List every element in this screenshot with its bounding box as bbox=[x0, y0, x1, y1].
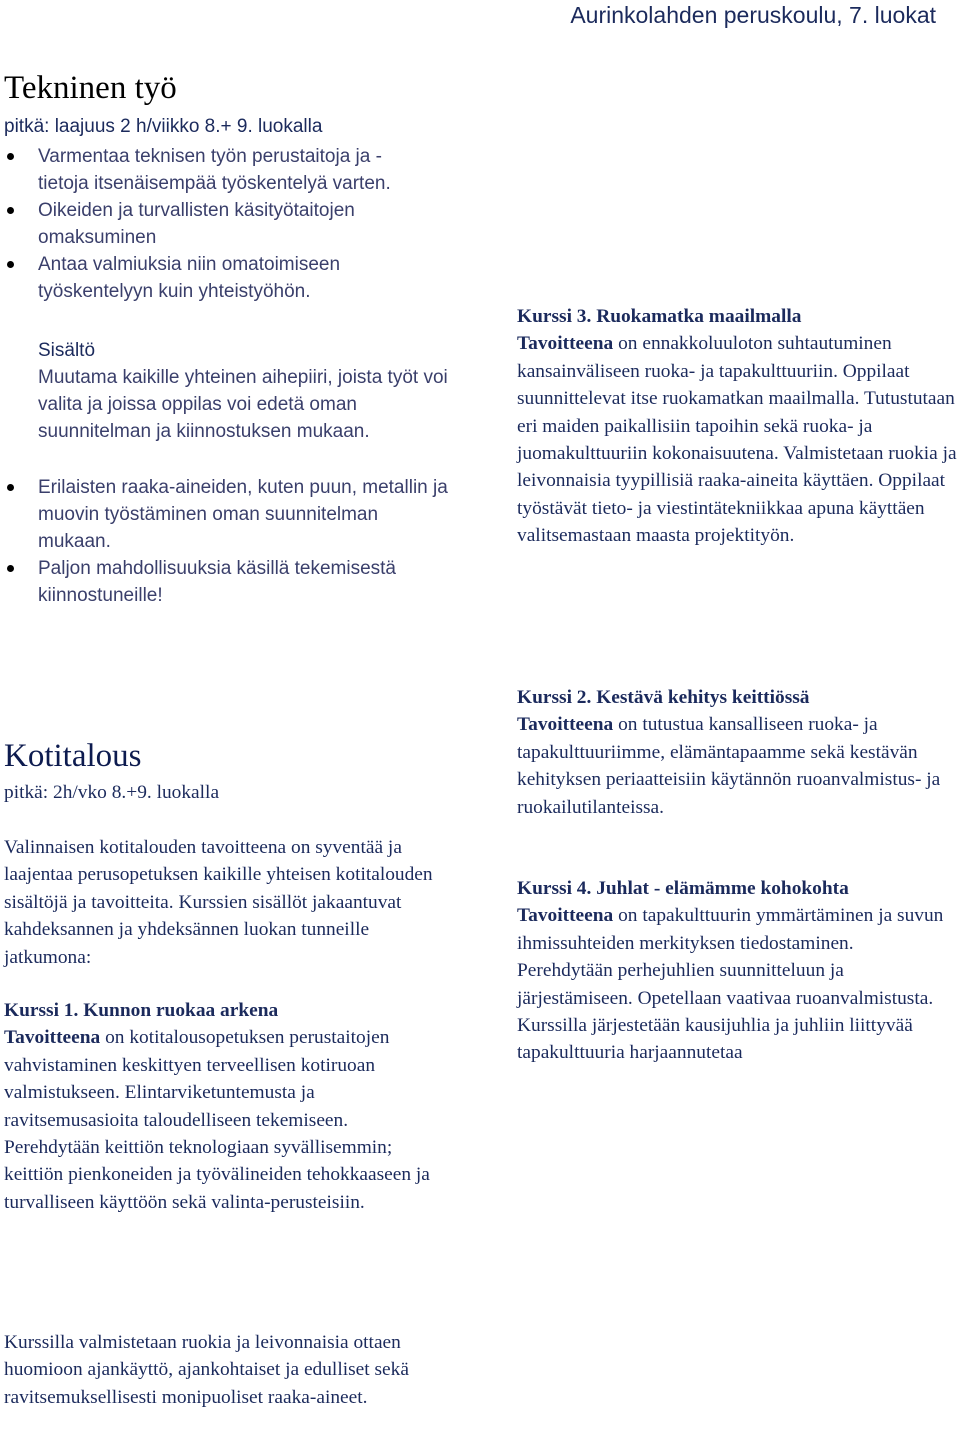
list-item: Antaa valmiuksia niin omatoimiseen työskentelyyn kuin yhteistyöhön. bbox=[4, 251, 424, 305]
kurssi4-text: on tapakulttuurin ymmärtäminen ja suvun ihmissuhteiden merkityksen tiedostaminen. bbox=[517, 905, 944, 954]
list-item: Paljon mahdollisuuksia käsillä tekemisestä kiinnostuneille! bbox=[4, 555, 454, 609]
kotitalous-subtitle: pitkä: 2h/vko 8.+9. luokalla bbox=[4, 782, 220, 803]
kurssi2-lead: Tavoitteena bbox=[517, 714, 614, 736]
kurssi4-lead: Tavoitteena bbox=[517, 905, 614, 927]
list-item: Erilaisten raaka-aineiden, kuten puun, metallin ja muovin työstäminen oman suunnitelman mukaan. bbox=[4, 474, 454, 555]
kurssi1-lead: Tavoitteena bbox=[4, 1027, 101, 1049]
list-item: Varmentaa teknisen työn perustaitoja ja -tietoja itsenäisempää työskentelyä varten. bbox=[4, 143, 424, 197]
kurssi3-heading: Kurssi 3. Ruokamatka maailmalla bbox=[517, 306, 802, 327]
kurssi1-heading: Kurssi 1. Kunnon ruokaa arkena bbox=[4, 1000, 279, 1021]
tekninen-subtitle: pitkä: laajuus 2 h/viikko 8.+ 9. luokalla bbox=[4, 116, 323, 137]
tekninen-title: Tekninen työ bbox=[4, 70, 177, 106]
kotitalous-title: Kotitalous bbox=[4, 738, 142, 774]
kurssi4-block bbox=[517, 875, 960, 1067]
kurssi4-text2: Perehdytään perhejuhlien suunnitteluun ja järjestämiseen. Opetellaan vaativaa ruoanvalmistusta. Kurssilla järjestetään kausijuhlia ja juhliin liittyvää tapakulttuuria harjaannutetaa bbox=[517, 960, 934, 1064]
sisalto-text: Muutama kaikille yhteinen aihepiiri, joista työt voi valita ja joissa oppilas voi edetä oman suunnitelman ja kiinnostuksen mukaan. bbox=[38, 367, 448, 442]
kurssi1-text: on kotitalousopetuksen perustaitojen vahvistaminen keskittyen terveellisen kotiruoan valmistukseen. Elintarviketuntemusta ja ravitsemusasioita taloudelliseen tekemiseen. Perehdytään keittiön teknologiaan syvällisemmin; keittiön pienkoneiden ja työvälineiden tehokkaaseen ja turvalliseen käyttöön sekä valinta-perusteisiin. bbox=[4, 1027, 430, 1213]
tekninen-bullets-2 bbox=[4, 474, 454, 609]
kotitalous-intro: Valinnaisen kotitalouden tavoitteena on syventää ja laajentaa perusopetuksen kaikille yhteisen kotitalouden sisältöjä ja tavoitteita. Kurssien sisällöt jakaantuvat kahdeksannen ja yhdeksännen luokan tunneille jatkumona: bbox=[4, 837, 433, 968]
tekninen-bullets bbox=[4, 143, 424, 305]
kurssi2-block bbox=[517, 684, 957, 821]
sisalto-heading: Sisältö bbox=[38, 340, 96, 361]
bottom-paragraph: Kurssilla valmistetaan ruokia ja leivonnaisia ottaen huomioon ajankäyttö, ajankohtaiset ja edulliset sekä ravitsemuksellisesti monipuoliset raaka-aineet. bbox=[4, 1332, 409, 1408]
page-header: Aurinkolahden peruskoulu, 7. luokat bbox=[570, 2, 936, 28]
kurssi3-block bbox=[517, 303, 957, 550]
kurssi3-lead: Tavoitteena bbox=[517, 333, 614, 355]
list-item: Oikeiden ja turvallisten käsityötaitojen omaksuminen bbox=[4, 197, 424, 251]
kurssi2-text: on tutustua kansalliseen ruoka- ja tapakulttuuriimme, elämäntapaamme sekä kestävän kehityksen periaatteisiin käytännön ruoanvalmistus- ja ruokailutilanteissa. bbox=[517, 714, 941, 818]
kurssi1-block bbox=[4, 997, 444, 1216]
kurssi2-heading: Kurssi 2. Kestävä kehitys keittiössä bbox=[517, 687, 810, 708]
kurssi3-text: on ennakkoluuloton suhtautuminen kansainväliseen ruoka- ja tapakulttuuriin. Oppilaat suunnittelevat itse ruokamatkan maailmalla. Tutustutaan eri maiden paikallisiin tapoihin sekä ruoka- ja juomakulttuuriin kokonaisuutena. Valmistetaan ruokia ja leivonnaisia tyypillisiä raaka-aineita käyttäen. Oppilaat työstävät tieto- ja viestintätekniikkaa apuna käyttäen valitsemastaan maasta projektityön. bbox=[517, 333, 957, 547]
kurssi4-heading: Kurssi 4. Juhlat - elämämme kohokohta bbox=[517, 878, 849, 899]
